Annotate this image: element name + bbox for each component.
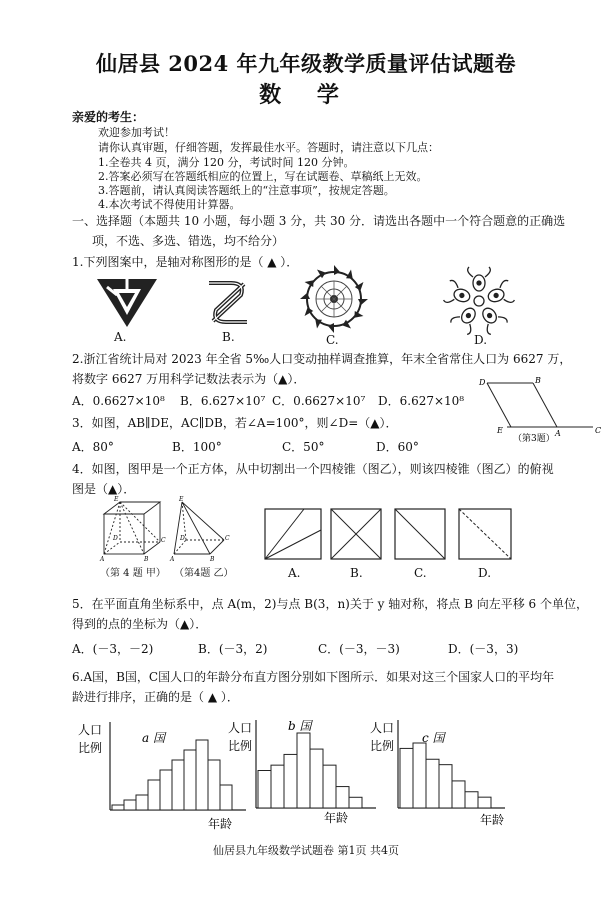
histogram-bar	[465, 792, 478, 808]
page-footer: 仙居县九年级数学试题卷 第1页 共4页	[213, 844, 399, 857]
svg-text:D: D	[113, 535, 118, 542]
histogram-bar	[136, 795, 148, 810]
q5-option: C．(－3，－3)	[318, 642, 400, 656]
q4-option: C.	[414, 566, 427, 580]
q3-option: B．100°	[172, 440, 222, 454]
histogram-bar	[208, 760, 220, 810]
figure-caption: （第3题）	[513, 434, 555, 444]
histogram-bar	[124, 800, 136, 810]
q1-option: C.	[326, 333, 339, 347]
q2-stem: 2.浙江省统计局对 2023 年全省 5‰人口变动抽样调查推算，年末全省常住人口为 6627 万，	[72, 352, 572, 366]
histogram-bar	[271, 765, 284, 808]
y-axis-label: 比例	[370, 739, 395, 753]
histogram-bar	[112, 805, 124, 810]
point-label: B	[535, 376, 541, 385]
q4-option: B.	[350, 566, 363, 580]
histogram-bar	[184, 750, 196, 810]
point-label: C	[595, 426, 602, 435]
histogram-bar	[284, 754, 297, 808]
x-axis-label: 年龄	[480, 813, 505, 827]
histogram-title: c 国	[422, 731, 445, 745]
q4-figure-cube	[100, 496, 165, 562]
q2-stem-cont: 将数字 6627 万用科学记数法表示为（▲）．	[72, 372, 306, 386]
q4-option: A.	[288, 566, 301, 580]
histogram-bar	[413, 743, 426, 808]
point-label: D	[479, 378, 486, 387]
q1-option: B.	[222, 330, 235, 344]
point-label: B	[210, 556, 215, 563]
q1-figure-b	[201, 275, 256, 330]
point-label: E	[497, 426, 503, 435]
point-label: A	[170, 556, 175, 563]
q4-figure-pyramid	[170, 496, 230, 562]
histogram-bar	[196, 740, 208, 810]
y-axis-label: 人口	[370, 721, 395, 735]
histogram-bar	[172, 760, 184, 810]
q4-option-c-figure	[394, 508, 446, 560]
notice-line: 请你认真审题，仔细答题，发挥最佳水平。答题时，请注意以下几点：	[98, 141, 439, 154]
histogram-bar	[349, 797, 362, 808]
histogram-bar	[439, 765, 452, 808]
x-axis-label: 年龄	[324, 811, 349, 825]
svg-text:E: E	[114, 496, 119, 503]
q1-figure-a	[97, 277, 157, 329]
q3-option: D．60°	[376, 440, 419, 454]
q1-figure-d	[445, 270, 513, 332]
y-axis-label: 比例	[78, 741, 103, 755]
histogram-bar	[310, 749, 323, 808]
q4-option-a-figure	[264, 508, 322, 560]
q1-figure-c	[300, 265, 368, 333]
q1-stem: 1.下列图案中，是轴对称图形的是（ ▲ ）．	[72, 255, 299, 269]
histogram-bar	[400, 748, 413, 808]
svg-text:C: C	[161, 537, 166, 544]
q4-option: D.	[478, 566, 492, 580]
notice-line: 1.全卷共 4 页，满分 120 分，考试时间 120 分钟。	[98, 156, 355, 169]
q6-stem: 6.A国，B国，C国人口的年龄分布直方图分别如下图所示．如果对这三个国家人口的平均年	[72, 670, 555, 684]
q6-stem-cont: 龄进行排序，正确的是（ ▲ ）．	[72, 690, 239, 704]
histogram-bar	[452, 781, 465, 808]
point-label: D	[180, 535, 185, 542]
histogram-bar	[336, 787, 349, 808]
q3-option: C．50°	[282, 440, 325, 454]
histogram-bar	[426, 759, 439, 808]
y-axis-label: 人口	[78, 723, 103, 737]
notice-line: 欢迎参加考试！	[98, 126, 175, 139]
point-label: C	[225, 535, 230, 542]
histogram-title: b 国	[288, 719, 312, 733]
q2-option: C．0.6627×10⁷	[272, 394, 366, 408]
q4-option-d-figure	[458, 508, 512, 560]
q3-stem: 3．如图，AB∥DE，AC∥DB，若∠A=100°，则∠D=（▲）．	[72, 416, 398, 430]
histogram-c	[370, 716, 520, 830]
q1-option: D.	[474, 333, 488, 347]
histogram-bar	[478, 797, 491, 808]
histogram-bar	[258, 771, 271, 809]
histogram-b	[228, 716, 378, 830]
q5-stem: 5．在平面直角坐标系中，点 A(m，2)与点 B(3，n)关于 y 轴对称，将点 B 向左平移 6 个单位，	[72, 597, 588, 611]
q5-stem-cont: 得到的点的坐标为（▲）．	[72, 617, 208, 631]
q1-option: A.	[114, 330, 127, 344]
q4-stem: 4．如图，图甲是一个正方体，从中切割出一个四棱锥（图乙），则该四棱锥（图乙）的俯视	[72, 462, 554, 476]
svg-text:B: B	[144, 556, 149, 563]
q5-option: A．(－3，－2)	[72, 642, 154, 656]
q2-option: B．6.627×10⁷	[180, 394, 266, 408]
exam-title: 仙居县 2024 年九年级教学质量评估试题卷	[95, 51, 517, 76]
q5-option: D．(－3，3)	[448, 642, 519, 656]
x-axis-label: 年龄	[208, 817, 233, 831]
greeting: 亲爱的考生：	[72, 110, 145, 124]
q2-option: D．6.627×10⁸	[378, 394, 465, 408]
q4-caption-b: （第4题 乙）	[174, 568, 234, 579]
histogram-bar	[148, 780, 160, 810]
q4-option-b-figure	[330, 508, 382, 560]
q2-option: A．0.6627×10⁸	[72, 394, 165, 408]
q3-option: A．80°	[72, 440, 114, 454]
q4-stem-cont: 图是（▲）．	[72, 482, 136, 496]
section-heading-cont: 项，不选、多选、错选，均不给分）	[92, 234, 285, 248]
q3-figure	[475, 375, 605, 445]
q4-caption-a: （第 4 题 甲）	[100, 568, 166, 579]
svg-text:A: A	[100, 556, 105, 563]
point-label: E	[179, 496, 184, 503]
histogram-bar	[297, 733, 310, 808]
y-axis-label: 比例	[228, 739, 253, 753]
histogram-bar	[323, 765, 336, 808]
histogram-title: a 国	[142, 731, 165, 745]
subject-title: 数 学	[259, 82, 353, 108]
y-axis-label: 人口	[228, 721, 253, 735]
q5-option: B．(－3，2)	[198, 642, 268, 656]
notice-line: 2.答案必须写在答题纸相应的位置上，写在试题卷、草稿纸上无效。	[98, 170, 428, 183]
histogram-a	[78, 718, 238, 830]
notice-line: 3.答题前，请认真阅读答题纸上的“注意事项”，按规定答题。	[98, 184, 395, 197]
point-label: A	[555, 429, 561, 438]
notice-line: 4.本次考试不得使用计算器。	[98, 198, 241, 211]
histogram-bar	[160, 770, 172, 810]
section-heading: 一、选择题（本题共 10 小题，每小题 3 分，共 30 分．请选出各题中一个符合题意的正确选	[72, 214, 566, 228]
